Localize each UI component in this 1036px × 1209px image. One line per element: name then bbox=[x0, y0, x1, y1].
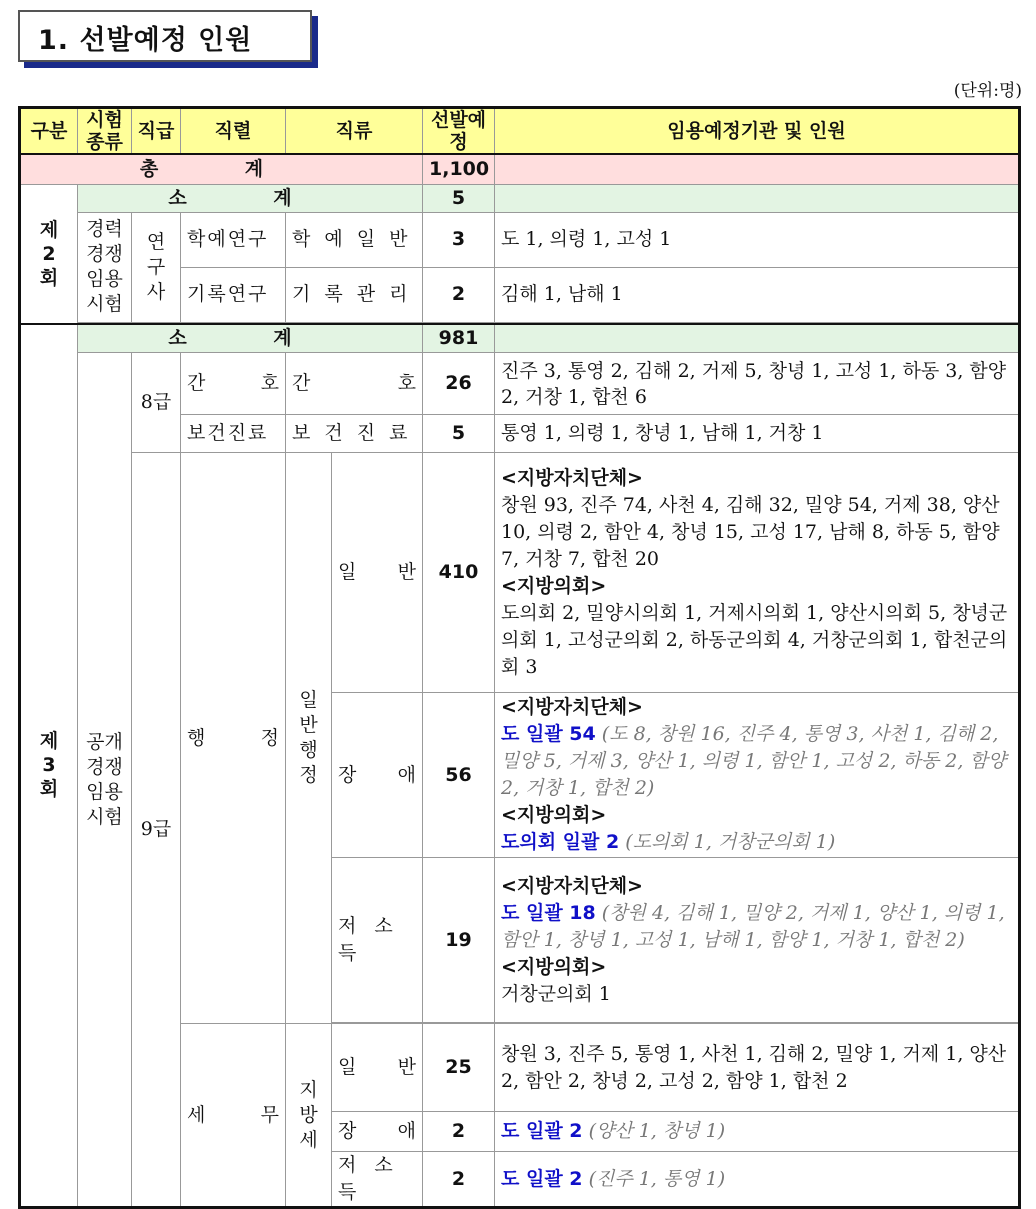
general-sub: 일 반 bbox=[332, 453, 423, 693]
round2-exam-type: 경력경쟁임용시험 bbox=[78, 212, 132, 322]
round3-grade8: 8급 bbox=[132, 353, 181, 453]
health-series: 보건진료 bbox=[181, 415, 286, 453]
round2-agencies-1: 도 1, 의령 1, 고성 1 bbox=[495, 212, 1020, 267]
table-row bbox=[20, 212, 1020, 267]
tax-general-count: 25 bbox=[423, 1024, 495, 1112]
table-row bbox=[20, 453, 1020, 693]
round2-count-1: 3 bbox=[423, 212, 495, 267]
total-value: 1,100 bbox=[423, 154, 495, 184]
header-class: 직류 bbox=[286, 108, 423, 155]
round2-series-1: 학예연구 bbox=[181, 212, 286, 267]
round3-label-text: 제3회 bbox=[39, 730, 59, 801]
round2-subtotal-row bbox=[20, 184, 1020, 212]
round3-subtotal-row bbox=[20, 324, 1020, 353]
admin-class: 일반행정 bbox=[286, 453, 332, 1024]
disabled-council-detail: (도의회 1, 거창군의회 1) bbox=[625, 831, 836, 853]
tax-general-sub: 일 반 bbox=[332, 1024, 423, 1112]
round3-subtotal-value: 981 bbox=[423, 324, 495, 353]
disabled-local-bold: 도 일괄 54 bbox=[501, 723, 596, 745]
round2-agencies-2: 김해 1, 남해 1 bbox=[495, 267, 1020, 322]
header-grade: 직급 bbox=[132, 108, 181, 155]
round2-series-2: 기록연구 bbox=[181, 267, 286, 322]
round3-subtotal-label: 소 계 bbox=[78, 324, 423, 353]
tax-low-detail: (진주 1, 통영 1) bbox=[588, 1167, 726, 1190]
selection-table bbox=[18, 106, 1021, 1209]
tax-general-agencies: 창원 3, 진주 5, 통영 1, 사천 1, 김해 2, 밀양 1, 거제 1, 양산 2, 함안 2, 창녕 2, 고성 2, 함양 1, 합천 2 bbox=[495, 1024, 1020, 1112]
low-income-local-detail: (창원 4, 김해 1, 밀양 2, 거제 1, 양산 1, 의령 1, 함안 1, 창녕 1, 고성 1, 남해 1, 함양 1, 거창 1, 합천 2) bbox=[501, 901, 1005, 951]
header-exam-type: 시험종류 bbox=[78, 108, 132, 155]
round2-class-1: 학 예 일 반 bbox=[286, 212, 423, 267]
round3-label bbox=[20, 324, 78, 1208]
title-box bbox=[18, 10, 312, 62]
disabled-council-heading: <지방의회> bbox=[501, 804, 607, 826]
round3-exam-type: 공개경쟁임용시험 bbox=[78, 353, 132, 1208]
round2-grade: 연구사 bbox=[132, 212, 181, 322]
round2-class-2: 기 록 관 리 bbox=[286, 267, 423, 322]
header-row bbox=[20, 108, 1020, 155]
round2-label bbox=[20, 184, 78, 324]
tax-disabled-sub: 장 애 bbox=[332, 1112, 423, 1152]
header-category: 구분 bbox=[20, 108, 78, 155]
total-blank bbox=[495, 154, 1020, 184]
tax-low-bold: 도 일괄 2 bbox=[501, 1167, 583, 1190]
low-income-local-bold: 도 일괄 18 bbox=[501, 901, 596, 924]
round3-subtotal-blank bbox=[495, 324, 1020, 353]
health-class: 보 건 진 료 bbox=[286, 415, 423, 453]
nurse-class: 간 호 bbox=[286, 353, 423, 415]
tax-low-sub: 저 소 득 bbox=[332, 1152, 423, 1208]
tax-class: 지방세 bbox=[286, 1024, 332, 1208]
tax-disabled-detail: (양산 1, 창녕 1) bbox=[588, 1120, 726, 1142]
total-row bbox=[20, 154, 1020, 184]
general-local-list: 창원 93, 진주 74, 사천 4, 김해 32, 밀양 54, 거제 38, 양산 10, 의령 2, 함안 4, 창녕 15, 고성 17, 남해 8, 하동 5, 함양 7, 거창 7, 합천 20 bbox=[501, 493, 1000, 570]
tax-disabled-bold: 도 일괄 2 bbox=[501, 1120, 583, 1142]
tax-series: 세 무 bbox=[181, 1024, 286, 1208]
tax-low-agencies bbox=[495, 1152, 1020, 1208]
round2-label-text: 제2회 bbox=[39, 218, 59, 289]
round3-grade9: 9급 bbox=[132, 453, 181, 1208]
table-row bbox=[20, 353, 1020, 415]
general-council-list: 도의회 2, 밀양시의회 1, 거제시의회 1, 양산시의회 5, 창녕군의회 1, 고성군의회 2, 하동군의회 4, 거창군의회 1, 합천군의회 3 bbox=[501, 601, 1008, 678]
low-income-council-heading: <지방의회> bbox=[501, 955, 607, 978]
unit-label: (단위:명) bbox=[953, 81, 1022, 101]
disabled-local-heading: <지방자치단체> bbox=[501, 696, 643, 718]
tax-disabled-agencies bbox=[495, 1112, 1020, 1152]
header-series: 직렬 bbox=[181, 108, 286, 155]
nurse-series: 간 호 bbox=[181, 353, 286, 415]
general-count: 410 bbox=[423, 453, 495, 693]
nurse-count: 26 bbox=[423, 353, 495, 415]
low-income-sub: 저 소 득 bbox=[332, 858, 423, 1023]
low-income-count: 19 bbox=[423, 858, 495, 1023]
general-council-heading: <지방의회> bbox=[501, 574, 607, 597]
disabled-count: 56 bbox=[423, 693, 495, 858]
health-agencies: 통영 1, 의령 1, 창녕 1, 남해 1, 거창 1 bbox=[495, 415, 1020, 453]
disabled-sub: 장 애 bbox=[332, 693, 423, 858]
disabled-council-bold: 도의회 일괄 2 bbox=[501, 831, 620, 853]
health-count: 5 bbox=[423, 415, 495, 453]
round2-subtotal-label: 소 계 bbox=[78, 184, 423, 212]
header-agencies: 임용예정기관 및 인원 bbox=[495, 108, 1020, 155]
tax-low-count: 2 bbox=[423, 1152, 495, 1208]
round2-subtotal-value: 5 bbox=[423, 184, 495, 212]
disabled-agencies bbox=[495, 693, 1020, 858]
admin-series: 행 정 bbox=[181, 453, 286, 1024]
low-income-agencies bbox=[495, 858, 1020, 1023]
tax-disabled-count: 2 bbox=[423, 1112, 495, 1152]
page-title: 1. 선발예정 인원 bbox=[38, 25, 253, 56]
round2-subtotal-blank bbox=[495, 184, 1020, 212]
low-income-local-heading: <지방자치단체> bbox=[501, 874, 643, 897]
header-planned: 선발예정 bbox=[423, 108, 495, 155]
round2-count-2: 2 bbox=[423, 267, 495, 322]
general-local-heading: <지방자치단체> bbox=[501, 466, 643, 489]
general-agencies bbox=[495, 453, 1020, 693]
low-income-council-list: 거창군의회 1 bbox=[501, 982, 611, 1005]
disabled-local-detail: (도 8, 창원 16, 진주 4, 통영 3, 사천 1, 김해 2, 밀양 5, 거제 3, 양산 1, 의령 1, 함안 1, 고성 2, 하동 2, 함양 2, 거창 1, 합천 2) bbox=[501, 723, 1007, 799]
nurse-agencies: 진주 3, 통영 2, 김해 2, 거제 5, 창녕 1, 고성 1, 하동 3, 함양 2, 거창 1, 합천 6 bbox=[495, 353, 1020, 415]
total-label: 총 계 bbox=[20, 154, 423, 184]
